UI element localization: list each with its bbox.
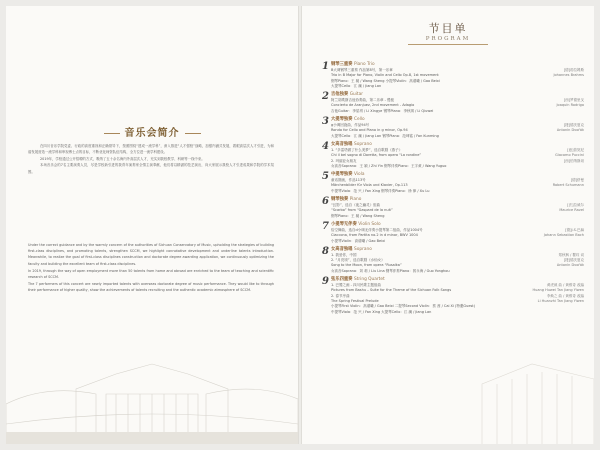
item-number: 3 (322, 116, 329, 128)
line-text: 2. 春节序曲 (331, 293, 350, 298)
line-text: 中提琴Viola：范 兴 / Fan Xing 钢琴伴奏Piano：徐 律 / Xu Lu (331, 188, 430, 193)
cn-paragraph: 本场音乐会的7名主要演奏人员，尽是学校新引进的我青年演奏家全情主演奉献，他们将以精湛的技艺演出，向大家展示我校人才引进成果和学院的学术氛围。 (28, 163, 274, 174)
category-cn: 小提琴无伴奏 (331, 221, 357, 227)
item-number: 7 (322, 220, 329, 232)
composer: Antonín Dvořák (556, 263, 584, 268)
line-text: 小提琴Violin：高谱曦 / Gao Beixi (331, 238, 386, 243)
line-text: Concierto de Aranjuez, 2nd movement - Adagio (331, 103, 415, 108)
line-text: 钢琴Piano：王 凝 / Wang Sheng 小提琴Violin：高谱曦 / Gao Beixi (331, 78, 440, 83)
header-divider (408, 44, 488, 45)
composer: [意]普契尼 (567, 147, 584, 152)
composer: [捷]德沃夏克 (563, 123, 584, 128)
line-text: 女高音Soprano：王 颖 / Zhi Yin 钢琴伴奏Piano：王宇黄 / Wang Yuguo (331, 163, 447, 168)
program-item (322, 247, 584, 274)
composer: Johann Sebastian Bach (543, 233, 584, 238)
category-en: Cello (353, 117, 365, 123)
program-item (322, 197, 584, 219)
architecture-watermark (6, 294, 298, 444)
program-line (331, 109, 584, 114)
program-line (331, 310, 584, 315)
english-introduction (28, 242, 274, 295)
line-text: 大提琴Cello：江 澜 / Jiang Lan 钢琴Piano：范坤铭 / Fan Kunming (331, 133, 439, 138)
building-watermark (302, 324, 594, 444)
composer: 李焕之 曲 / 黄维奇 改编 (546, 293, 584, 298)
item-number: 9 (322, 276, 329, 288)
line-text: Trio in B Major for Piano, Violin and Cello Op.8, 1st movement (331, 73, 439, 78)
category-cn: 女高音独唱 (331, 246, 353, 252)
cn-paragraph: 2019年，学校通过公开招聘的方式，吸纳了五十余名海内外高层次人才，充实到我校教学、科研等一线中来。 (40, 156, 205, 161)
concert-intro-title: 音乐会简介 (6, 124, 298, 139)
line-text: Chi il bel sogno di Doretta, from opera “La rondine” (331, 153, 422, 158)
line-text: “Scarbo” from “Gaspard de la nuit” (331, 208, 393, 213)
en-paragraph: The 7 performers of this concert are newly imported talents with overseas doctorate degree of music performance. They would like to through their performance of higher quality, show the achievements of talents recruiting and the authentic academic atmosphere of SCCM. (28, 282, 274, 293)
program-header (302, 20, 594, 45)
composer: [法]拉威尔 (567, 203, 584, 208)
line-text: 小提琴First Violin：高谱曦 / Gao Beixi 二提琴Second Violin：蔡 茜 / Cai Xi (特邀Guest) (331, 304, 476, 309)
chinese-introduction (28, 143, 274, 175)
category-cn: 钢琴三重奏 (331, 62, 353, 67)
program-list (322, 62, 584, 318)
category-cn: 弦乐四重奏 (331, 277, 353, 283)
composer: Johannes Brahms (553, 73, 584, 78)
line-text: 1. 我爱你，中国 (331, 252, 357, 257)
composer: Joaquín Rodrigo (556, 103, 584, 108)
category-en: String Quartet (353, 277, 385, 283)
line-text: 吉他Guitar：李星玥 / Li Xingye 钢琴Piano：李秋琪 / Li Qiuwei (331, 108, 434, 113)
program-item (322, 277, 584, 315)
item-number: 1 (322, 61, 329, 72)
composer: [德]J.S.巴赫 (565, 227, 584, 232)
line-text: Pictures from Bashu – Suite for the Theme of the Sichuan Folk Songs (331, 288, 452, 293)
program-item (322, 62, 584, 89)
line-text: 2. “月亮颂”，选自歌剧《水仙女》 (331, 258, 385, 263)
line-text: 恰空舞曲，选自d小调无伴奏小提琴第二组曲，作品1004号 (331, 227, 423, 232)
composer: Robert Schumann (552, 183, 584, 188)
program-item (322, 142, 584, 169)
right-page (302, 6, 594, 444)
line-text: 大提琴Cello：江 澜 / Jiang Lan (331, 83, 382, 88)
line-text: B大调钢琴三重奏 作品第8号，第一乐章 (331, 68, 393, 72)
category-en: Piano (349, 197, 362, 203)
item-number: 5 (322, 171, 329, 183)
composer: Li Huanzhi Tan Jiang Yiwen (537, 298, 584, 303)
program-line (331, 239, 584, 244)
en-paragraph: In 2019, through the way of open employment more than 50 talents from home and abroad are enriched to the team of teaching and scientific research of SCCM. (28, 268, 274, 280)
composer: Giacomo Puccini (555, 153, 584, 158)
program-title-en: PROGRAM (425, 36, 471, 42)
category-en: Piano Trio (353, 62, 375, 67)
category-cn: 中提琴独奏 (331, 172, 353, 178)
composer: 黄虎威 曲 / 黄维奇 改编 (546, 283, 584, 288)
line-text: “幻影”，选自《夜之幽灵》组曲 (331, 203, 381, 208)
category-cn: 女高音独唱 (331, 141, 353, 147)
line-text: Ciaccona, from Partita no.2 in d minor, BWV 1004 (331, 233, 418, 238)
program-line (331, 164, 584, 169)
category-en: Soprano (353, 141, 372, 147)
line-text: Märchenbilder für Viola und Klavier, Op.113 (331, 183, 408, 188)
composer: [西]伯纳斯坦 (563, 158, 584, 163)
category-cn: 钢琴独奏 (331, 197, 349, 203)
line-text: Rondo for Cello and Piano in g minor, Op.94 (331, 128, 408, 133)
composer: [西]罗德里戈 (563, 98, 584, 103)
program-line (331, 134, 584, 139)
line-text: 2. 玛丽亚女朋友 (331, 158, 357, 163)
program-item (322, 92, 584, 114)
line-text: 1. “多雷塔做了什么美梦”，选自歌剧《燕子》 (331, 147, 403, 152)
composer: Maurice Ravel (559, 208, 584, 213)
program-line (331, 269, 584, 274)
composer: [德]勃拉姆斯 (563, 68, 584, 72)
line-text: The Spring Festival Prelude (331, 298, 379, 303)
program-item (322, 172, 584, 194)
program-item (322, 222, 584, 244)
line-text: 童话图画，作品113号 (331, 178, 366, 183)
category-en: Guitar (349, 92, 364, 98)
category-en: Viola (353, 172, 365, 178)
composer: 郑秋枫 / 瞿琮 词 (558, 252, 584, 257)
line-text: 1. 巴蜀之画 - 四川民歌主题组曲 (331, 283, 381, 288)
program-line (331, 214, 584, 219)
item-number: 4 (322, 140, 329, 152)
en-paragraph: Under the correct guidance and by the warmly concern of the authorities of Sichuan Conservatory of Music, upholding the strategies of building first-class disciplines, and promoting talents, strengthen SCCM, we highlight connotative development and underline talents introduction. Meanwhile, to realize the goal of first-class disciplines construction and doctorate degree awarding application, we continuously optimizing the faculty and building the excellent team of first-class disciplines. (28, 243, 274, 266)
line-text: 阿兰胡埃斯吉他协奏曲，第二乐章 - 慢板 (331, 98, 394, 103)
composer: [捷]德沃夏克 (563, 258, 584, 263)
line-text: g小调回旋曲，作品94号 (331, 123, 370, 128)
line-text: Song to the Moon, from opera “Rusalka” (331, 263, 402, 268)
item-number: 2 (322, 91, 329, 103)
line-text: 中提琴Viola：范 兴 / Fan Xing 大提琴Cello：江 澜 / Jiang Lan (331, 309, 432, 314)
program-item (322, 117, 584, 139)
program-line (331, 189, 584, 194)
composer: Antonín Dvořák (556, 128, 584, 133)
program-line (331, 84, 584, 89)
category-en: Soprano (353, 246, 372, 252)
category-cn: 吉他独奏 (331, 92, 349, 98)
program-title-cn: 节目单 (428, 22, 468, 35)
composer: Huang Huwei Tan Jiang Yiwen (532, 288, 584, 293)
composer: [德]舒曼 (570, 178, 584, 183)
item-number: 6 (322, 196, 329, 208)
line-text: 女高音Soprano：刘 莉 / Liu Lina 钢琴伴奏Piano：郭永海 / Guo Yonghou (331, 268, 450, 273)
category-cn: 大提琴独奏 (331, 117, 353, 123)
category-en: Violin Solo (358, 221, 381, 227)
item-number: 8 (322, 245, 329, 257)
left-page (6, 6, 298, 444)
cn-paragraph: 在四川音乐学院党委、行政的高度重视和正确领导下，按照围绕“建成一流学科”，深入推进“人才强校”战略，加强内涵式发展，着眼高层次人才引进，为和谐发展营造一流学科和审视博士点的目标，不断优化师资队伍结构，全方位进一流学科建设。 (28, 144, 274, 155)
line-text: 钢琴Piano：王 凝 / Wang Sheng (331, 213, 385, 218)
